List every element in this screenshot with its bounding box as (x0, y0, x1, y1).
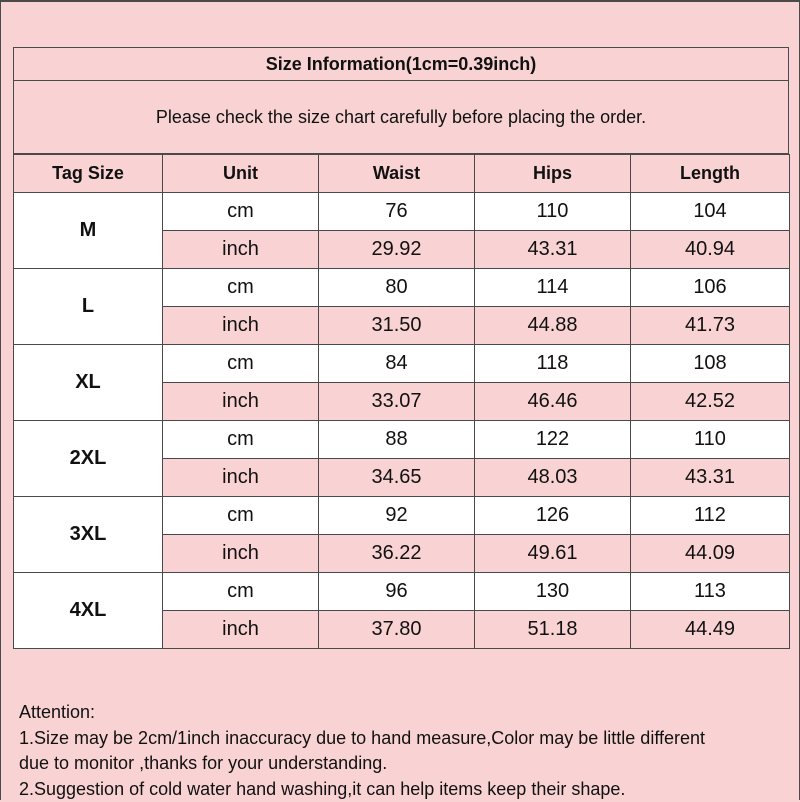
hips-cell: 51.18 (475, 611, 631, 649)
length-cell: 108 (631, 345, 790, 383)
unit-cell: cm (163, 193, 319, 231)
table-row (14, 421, 790, 459)
chart-title: Size Information(1cm=0.39inch) (13, 48, 789, 81)
length-cell: 110 (631, 421, 790, 459)
hips-cell: 110 (475, 193, 631, 231)
unit-cell: cm (163, 421, 319, 459)
attention-line: 1.Size may be 2cm/1inch inaccuracy due to hand measure,Color may be little different (19, 726, 795, 752)
length-cell: 40.94 (631, 231, 790, 269)
length-cell: 112 (631, 497, 790, 535)
table-row (14, 269, 790, 307)
waist-cell: 96 (319, 573, 475, 611)
length-cell: 106 (631, 269, 790, 307)
length-cell: 41.73 (631, 307, 790, 345)
header-waist: Waist (319, 155, 475, 193)
length-cell: 43.31 (631, 459, 790, 497)
waist-cell: 29.92 (319, 231, 475, 269)
header-hips: Hips (475, 155, 631, 193)
size-table (13, 154, 790, 649)
unit-cell: cm (163, 345, 319, 383)
unit-cell: inch (163, 231, 319, 269)
unit-cell: cm (163, 497, 319, 535)
length-cell: 113 (631, 573, 790, 611)
waist-cell: 84 (319, 345, 475, 383)
waist-cell: 88 (319, 421, 475, 459)
attention-heading: Attention: (19, 700, 795, 726)
waist-cell: 31.50 (319, 307, 475, 345)
hips-cell: 44.88 (475, 307, 631, 345)
hips-cell: 126 (475, 497, 631, 535)
attention-notes (19, 700, 795, 802)
unit-cell: inch (163, 611, 319, 649)
unit-cell: cm (163, 269, 319, 307)
hips-cell: 114 (475, 269, 631, 307)
hips-cell: 46.46 (475, 383, 631, 421)
hips-cell: 49.61 (475, 535, 631, 573)
unit-cell: inch (163, 535, 319, 573)
waist-cell: 80 (319, 269, 475, 307)
waist-cell: 36.22 (319, 535, 475, 573)
waist-cell: 33.07 (319, 383, 475, 421)
unit-cell: inch (163, 383, 319, 421)
hips-cell: 43.31 (475, 231, 631, 269)
tag-size-cell: L (14, 269, 163, 345)
header-length: Length (631, 155, 790, 193)
table-row (14, 497, 790, 535)
hips-cell: 48.03 (475, 459, 631, 497)
tag-size-cell: XL (14, 345, 163, 421)
table-row (14, 193, 790, 231)
header-unit: Unit (163, 155, 319, 193)
length-cell: 104 (631, 193, 790, 231)
table-row (14, 573, 790, 611)
hips-cell: 118 (475, 345, 631, 383)
length-cell: 42.52 (631, 383, 790, 421)
tag-size-cell: 2XL (14, 421, 163, 497)
table-row (14, 345, 790, 383)
tag-size-cell: 3XL (14, 497, 163, 573)
tag-size-cell: 4XL (14, 573, 163, 649)
length-cell: 44.49 (631, 611, 790, 649)
header-tag-size: Tag Size (14, 155, 163, 193)
waist-cell: 92 (319, 497, 475, 535)
waist-cell: 76 (319, 193, 475, 231)
waist-cell: 34.65 (319, 459, 475, 497)
unit-cell: cm (163, 573, 319, 611)
length-cell: 44.09 (631, 535, 790, 573)
attention-line: due to monitor ,thanks for your understanding. (19, 751, 795, 777)
attention-line: 2.Suggestion of cold water hand washing,it can help items keep their shape. (19, 777, 795, 802)
unit-cell: inch (163, 307, 319, 345)
tag-size-cell: M (14, 193, 163, 269)
order-note: Please check the size chart carefully before placing the order. (13, 81, 789, 155)
header-row (14, 155, 790, 193)
hips-cell: 130 (475, 573, 631, 611)
unit-cell: inch (163, 459, 319, 497)
hips-cell: 122 (475, 421, 631, 459)
waist-cell: 37.80 (319, 611, 475, 649)
